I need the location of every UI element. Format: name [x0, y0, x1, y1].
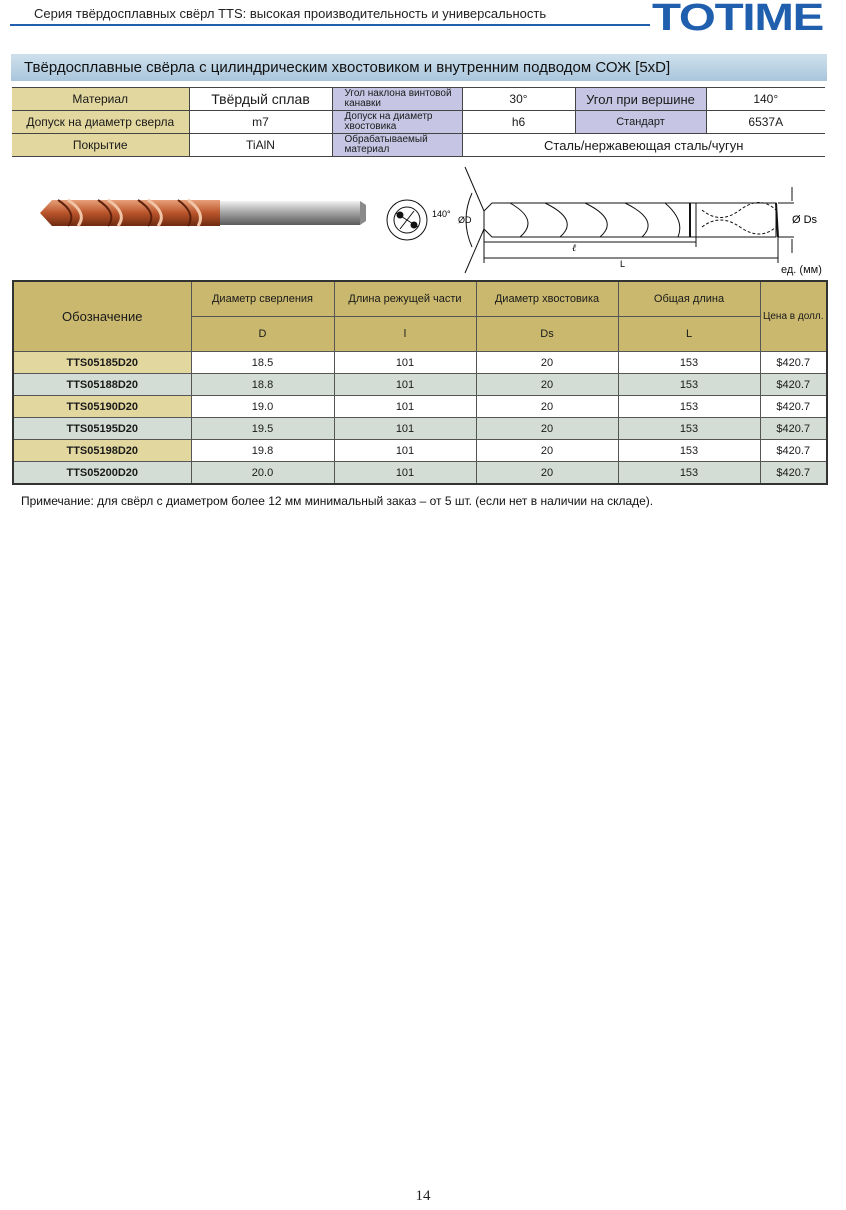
- angle-label: 140°: [432, 209, 451, 219]
- specs-row: [12, 88, 825, 111]
- drill-photo-image: [38, 196, 368, 230]
- cell-l: 101: [334, 396, 476, 418]
- shank-tolerance-label: Допуск на диаметр хвостовика: [332, 111, 462, 134]
- cell-d: 18.8: [191, 374, 334, 396]
- cell-code: TTS05185D20: [13, 352, 191, 374]
- cell-d: 19.5: [191, 418, 334, 440]
- col-header-cut-length: Длина режущей части: [334, 281, 476, 317]
- coating-label: Покрытие: [12, 134, 189, 157]
- table-row: [13, 440, 827, 462]
- unit-label: ед. (мм): [781, 264, 822, 276]
- col-header-drill-diameter: Диаметр сверления: [191, 281, 334, 317]
- table-row: [13, 396, 827, 418]
- table-row: [13, 418, 827, 440]
- header-divider: [10, 24, 650, 26]
- cell-price: $420.7: [760, 374, 827, 396]
- cut-length-label: ℓ: [572, 243, 577, 254]
- tolerance-value: m7: [189, 111, 332, 134]
- cell-l: 101: [334, 374, 476, 396]
- cell-ds: 20: [476, 462, 618, 485]
- tip-angle-value: 140°: [706, 88, 825, 111]
- cell-code: TTS05188D20: [13, 374, 191, 396]
- subheader-total-l: L: [618, 317, 760, 352]
- cell-d: 19.0: [191, 396, 334, 418]
- cell-price: $420.7: [760, 440, 827, 462]
- cell-code: TTS05198D20: [13, 440, 191, 462]
- cell-ds: 20: [476, 418, 618, 440]
- material-label: Материал: [12, 88, 189, 111]
- cell-total-l: 153: [618, 440, 760, 462]
- technical-drawing: [380, 165, 830, 275]
- material-value: Твёрдый сплав: [189, 88, 332, 111]
- cell-l: 101: [334, 418, 476, 440]
- section-title: Твёрдосплавные свёрла с цилиндрическим хвостовиком и внутренним подводом СОЖ [5xD]: [24, 59, 671, 76]
- cell-d: 18.5: [191, 352, 334, 374]
- cell-ds: 20: [476, 396, 618, 418]
- order-note: Примечание: для свёрл с диаметром более 12 мм минимальный заказ – от 5 шт. (если нет в наличии на складе).: [21, 494, 654, 508]
- standard-value: 6537A: [706, 111, 825, 134]
- table-row: [13, 352, 827, 374]
- specs-table: [12, 87, 825, 157]
- specs-row: [12, 134, 825, 157]
- cell-ds: 20: [476, 352, 618, 374]
- workpiece-label: Обрабатываемый материал: [332, 134, 462, 157]
- tip-angle-label: Угол при вершине: [575, 88, 706, 111]
- cell-price: $420.7: [760, 396, 827, 418]
- col-header-total-length: Общая длина: [618, 281, 760, 317]
- cell-code: TTS05195D20: [13, 418, 191, 440]
- workpiece-value: Сталь/нержавеющая сталь/чугун: [462, 134, 825, 157]
- table-header-row: [13, 281, 827, 317]
- shank-diameter-label: Ø Ds: [792, 214, 818, 226]
- cell-l: 101: [334, 462, 476, 485]
- standard-label: Стандарт: [575, 111, 706, 134]
- table-row: [13, 374, 827, 396]
- cell-price: $420.7: [760, 418, 827, 440]
- cell-total-l: 153: [618, 396, 760, 418]
- cell-code: TTS05190D20: [13, 396, 191, 418]
- cell-total-l: 153: [618, 352, 760, 374]
- col-header-shank-diameter: Диаметр хвостовика: [476, 281, 618, 317]
- tolerance-label: Допуск на диаметр сверла: [12, 111, 189, 134]
- subheader-d: D: [191, 317, 334, 352]
- cell-total-l: 153: [618, 418, 760, 440]
- cell-total-l: 153: [618, 462, 760, 485]
- header-title: Серия твёрдосплавных свёрл TTS: высокая производительность и универсальность: [34, 6, 547, 21]
- page-number: 14: [415, 1188, 431, 1204]
- cell-l: 101: [334, 352, 476, 374]
- cell-d: 19.8: [191, 440, 334, 462]
- brand-logo: TOTIME: [652, 0, 824, 39]
- shank-tolerance-value: h6: [462, 111, 575, 134]
- helix-value: 30°: [462, 88, 575, 111]
- subheader-ds: Ds: [476, 317, 618, 352]
- helix-label: Угол наклона винтовой канавки: [332, 88, 462, 111]
- cell-price: $420.7: [760, 462, 827, 485]
- cell-d: 20.0: [191, 462, 334, 485]
- col-header-price: Цена в долл.: [760, 281, 827, 352]
- coating-value: TiAlN: [189, 134, 332, 157]
- cell-ds: 20: [476, 440, 618, 462]
- specs-row: [12, 111, 825, 134]
- col-header-code: Обозначение: [13, 281, 191, 352]
- table-row: [13, 462, 827, 485]
- total-length-label: L: [620, 259, 626, 269]
- cell-l: 101: [334, 440, 476, 462]
- cell-total-l: 153: [618, 374, 760, 396]
- cell-price: $420.7: [760, 352, 827, 374]
- cell-ds: 20: [476, 374, 618, 396]
- product-table: [12, 280, 828, 485]
- subheader-l: l: [334, 317, 476, 352]
- cell-code: TTS05200D20: [13, 462, 191, 485]
- diameter-label: ØD: [458, 215, 472, 225]
